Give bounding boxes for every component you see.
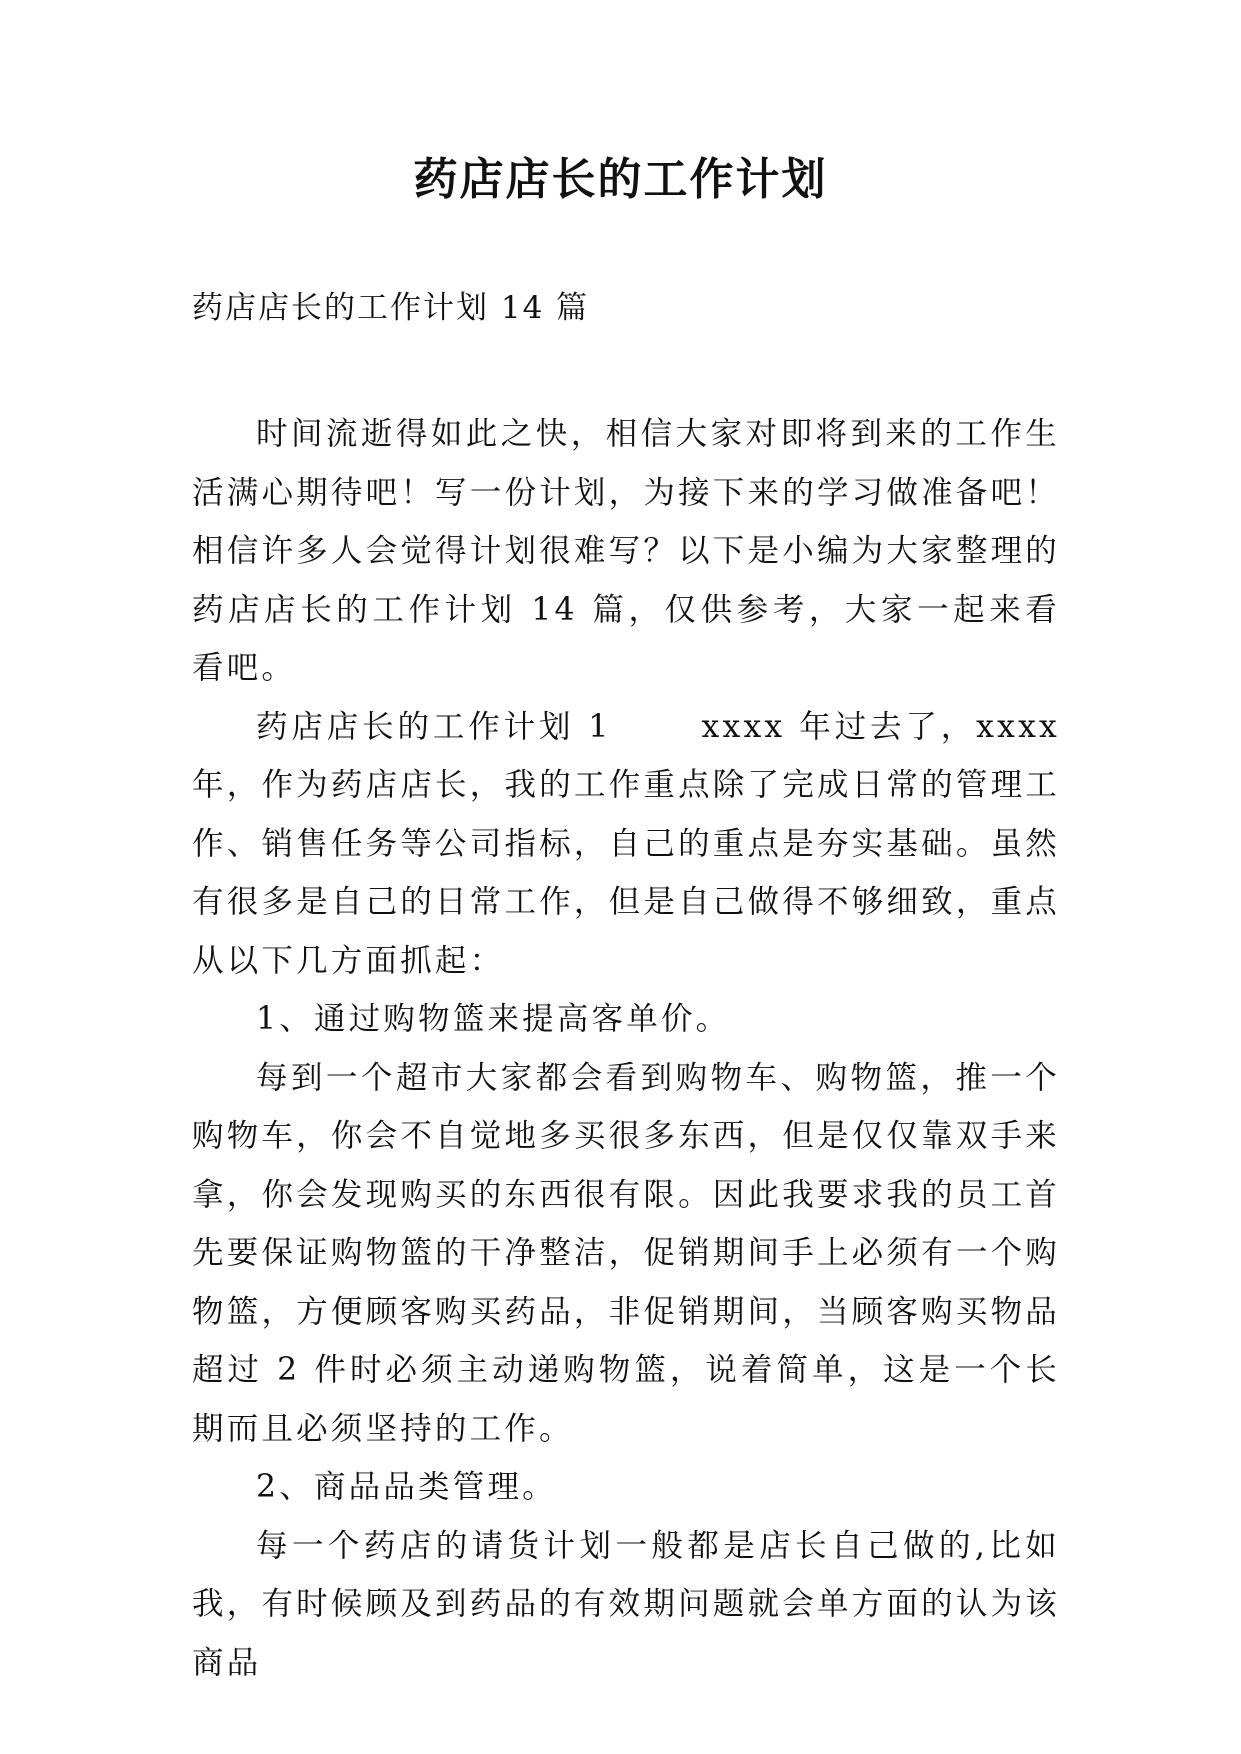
- document-subtitle: 药店店长的工作计划 14 篇: [192, 290, 590, 326]
- plan-1-paragraph: [192, 698, 1060, 991]
- document-title: 药店店长的工作计划: [413, 154, 828, 205]
- plan-1-text: xxxx 年过去了，xxxx 年，作为药店店长，我的工作重点除了完成日常的管理工作、销售任务等公司指标，自己的重点是夯实基础。虽然有很多是自己的日常工作，但是自己做得不够细致，重点从以下几方面抓起：: [192, 708, 1060, 979]
- section-1-paragraph: 每到一个超市大家都会看到购物车、购物篮，推一个购物车，你会不自觉地多买很多东西，但是仅仅靠双手来拿，你会发现购买的东西很有限。因此我要求我的员工首先要保证购物篮的干净整洁，促销期间手上必须有一个购物篮，方便顾客购买药品，非促销期间，当顾客购买物品超过 2 件时必须主动递购物篮，说着简单，这是一个长期而且必须坚持的工作。: [192, 1059, 1060, 1447]
- section-2-title: 2、商品品类管理。: [256, 1469, 557, 1505]
- plan-1-heading: 药店店长的工作计划 1: [256, 708, 612, 745]
- section-2-paragraph: 每一个药店的请货计划一般都是店长自己做的,比如我，有时候顾及到药品的有效期问题就会单方面的认为该商品: [192, 1527, 1060, 1681]
- document-body: [192, 405, 1060, 1692]
- section-1-title: 1、通过购物篮来提高客单价。: [256, 1001, 731, 1037]
- intro-paragraph: 时间流逝得如此之快，相信大家对即将到来的工作生活满心期待吧！写一份计划，为接下来的学习做准备吧！相信许多人会觉得计划很难写？以下是小编为大家整理的药店店长的工作计划 14 篇，仅供参考，大家一起来看看吧。: [192, 416, 1060, 686]
